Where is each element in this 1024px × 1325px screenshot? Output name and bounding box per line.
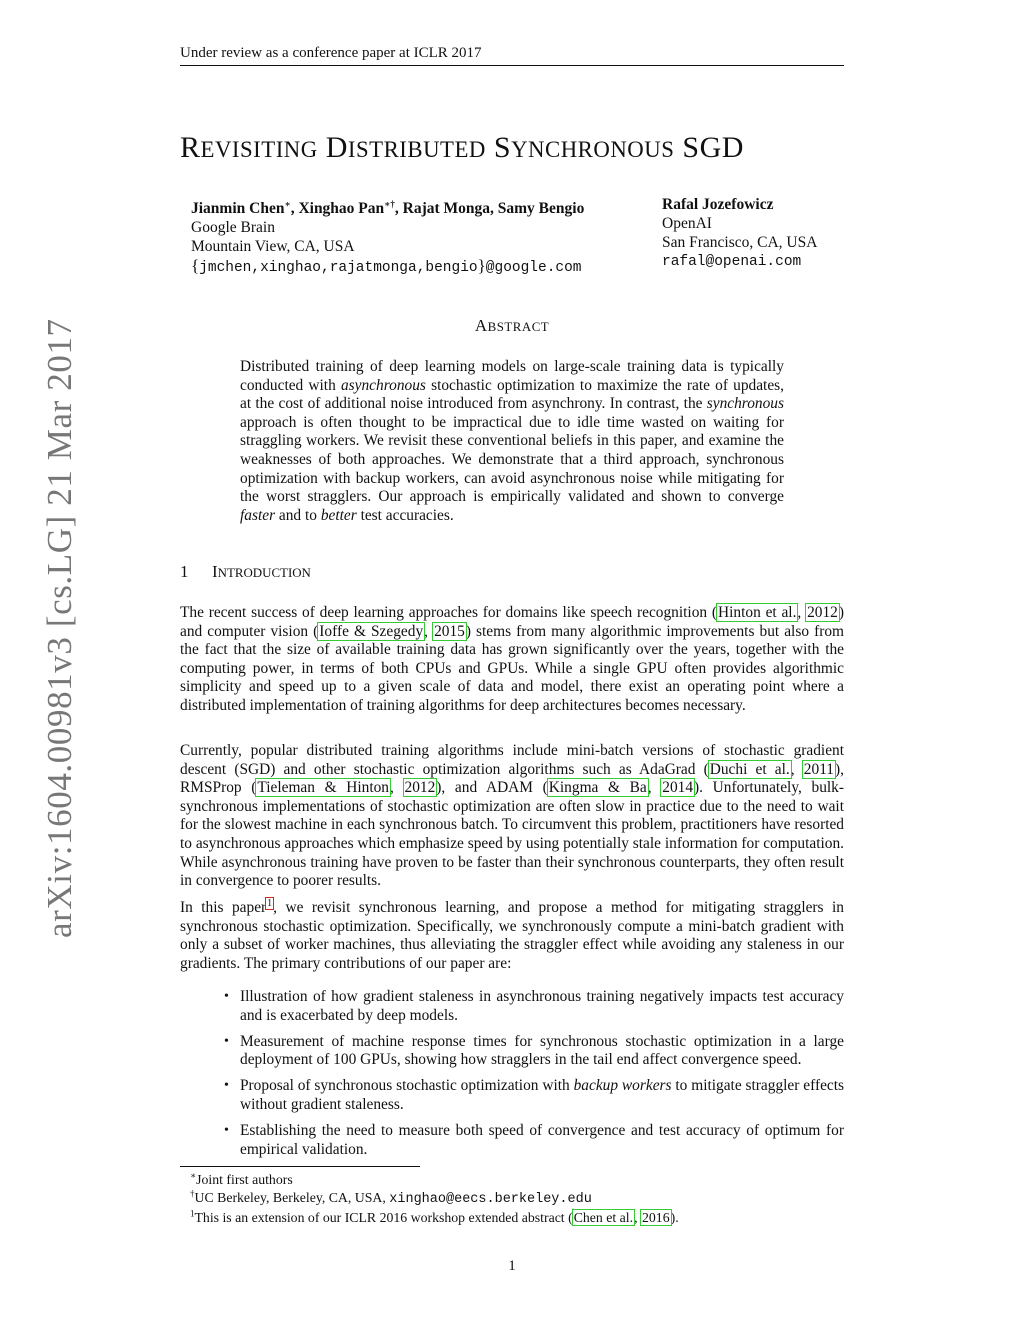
citation-link[interactable]: 2012 <box>807 604 838 621</box>
footnote-link[interactable]: 1 <box>267 897 273 909</box>
bullet-icon: • <box>224 989 229 1004</box>
author-affiliation: Google Brain <box>191 219 275 237</box>
citation-link[interactable]: Tieleman & Hinton <box>257 779 389 797</box>
author-location: San Francisco, CA, USA <box>662 234 818 251</box>
citation-link[interactable]: Chen et al. <box>573 1210 634 1226</box>
abstract-heading: ABSTRACT <box>474 316 550 335</box>
author-names: Jianmin Chen∗, Xinghao Pan∗†, Rajat Monga, Samy Bengio <box>191 199 585 218</box>
abstract-body: Distributed training of deep learning models on large-scale training data is typically conducted with asynchronous stochastic optimization to maximize the rate of updates, at the cost of additional noise introduced from asynchrony. In contrast, the synchronous approach is often thought to be impractical due to idle time wasted on waiting for straggling workers. We revisit these conventional beliefs in this paper, and examine the weaknesses of both approaches. We demonstrate that a third approach, synchronous optimization with backup workers, can avoid asynchronous noise while mitigating for the worst stragglers. Our approach is empirically validated and shown to converge faster and to better test accuracies. <box>240 358 784 524</box>
bullet-icon: • <box>224 1033 229 1049</box>
citation-link[interactable]: Ioffe & Szegedy <box>319 622 424 640</box>
page-number: 1 <box>508 1258 516 1274</box>
contributions-list <box>220 988 844 1167</box>
author-affiliation: OpenAI <box>662 215 712 232</box>
authors-google <box>191 195 584 278</box>
footnote-divider <box>180 1166 420 1167</box>
footnote-joint-authors: ∗Joint first authors <box>190 1170 293 1187</box>
author-name: Rafal Jozefowicz <box>662 196 774 213</box>
list-item: • Proposal of synchronous stochastic optimization with backup workers to mitigate straggler effects without gradient staleness. <box>224 1077 844 1113</box>
author-location: Mountain View, CA, USA <box>191 238 355 256</box>
author-email[interactable]: {jmchen,xinghao,rajatmonga,bengio}@google.com <box>191 256 582 277</box>
paper-title: REVISITING DISTRIBUTED SYNCHRONOUS SGD <box>180 131 744 164</box>
citation-link[interactable]: 2014 <box>662 779 694 797</box>
intro-paragraph-2: Currently, popular distributed training algorithms include mini-batch versions of stochastic gradient descent (SGD) and other stochastic optimization algorithms such as AdaGrad (Duchi et al., 2011), RMSProp (Tieleman & Hinton, 2012), and ADAM (Kingma & Ba, 2014). Unfortunately, bulk-synchronous implementations of stochastic optimization are often slow in practice due to the need to wait for the slowest machine in each synchronous batch. To circumvent this problem, practitioners have resorted to asynchronous approaches which emphasize speed by using potentially stale information for computation. While asynchronous training have proven to be faster than their synchronous counterparts, they often result in convergence to poorer results. <box>180 742 845 890</box>
footnotes <box>190 1171 840 1228</box>
citation-link[interactable]: Kingma & Ba <box>548 779 647 797</box>
bullet-icon: • <box>224 1078 229 1094</box>
footnote-affiliation: †UC Berkeley, Berkeley, CA, USA, xinghao@eecs.berkeley.edu <box>190 1188 592 1208</box>
citation-link[interactable]: 2012 <box>404 779 436 797</box>
list-item: • Establishing the need to measure both speed of convergence and test accuracy of optimum for empirical validation. <box>224 1122 844 1158</box>
citation-link[interactable]: Hinton et al. <box>718 604 797 621</box>
intro-paragraph-1: The recent success of deep learning approaches for domains like speech recognition (Hinton et al., 2012) and computer vision (Ioffe & Szegedy, 2015) stems from many algorithmic improvements but also from the fact that the size of available training data has grown significantly over the years, together with the computing power, in terms of both CPUs and GPUs. While a single GPU often provides algorithmic simplicity and speed up to a given scale of data and model, there exist an operating point where a distributed implementation of training algorithms for deep architectures becomes necessary. <box>180 604 844 714</box>
footnote-extension: $^1$This is an extension of our ICLR 2016 workshop extended abstract (Chen et al., 2016). <box>190 1208 679 1226</box>
footnote-email[interactable]: xinghao@eecs.berkeley.edu <box>389 1192 592 1208</box>
intro-paragraph-3: In this paper$^1$, we revisit synchronous learning, and propose a method for mitigating stragglers in synchronous stochastic optimization. Specifically, we synchronously compute a mini-batch gradient with only a subset of worker machines, thus alleviating the straggler effect while avoiding any staleness in our gradients. The primary contributions of our paper are: <box>180 897 844 972</box>
bullet-icon: • <box>224 1123 229 1139</box>
list-item: • Measurement of machine response times for synchronous stochastic optimization in a large deployment of 100 GPUs, showing how stragglers in the tail end affect convergence speed. <box>224 1032 844 1069</box>
arxiv-stamp: arXiv:1604.00981v3 [cs.LG] 21 Mar 2017 <box>40 318 79 938</box>
section-heading-introduction: 1 INTRODUCTION <box>180 562 311 581</box>
citation-link[interactable]: 2016 <box>642 1210 670 1226</box>
running-header: Under review as a conference paper at ICLR 2017 <box>180 44 844 66</box>
list-item: • Illustration of how gradient staleness in asynchronous training negatively impacts test accuracy and is exacerbated by deep models. <box>224 988 844 1024</box>
citation-link[interactable]: 2015 <box>434 622 465 640</box>
author-email[interactable]: rafal@openai.com <box>662 254 802 270</box>
citation-link[interactable]: 2011 <box>803 760 835 778</box>
authors-openai <box>662 195 817 273</box>
citation-link[interactable]: Duchi et al. <box>709 760 790 778</box>
